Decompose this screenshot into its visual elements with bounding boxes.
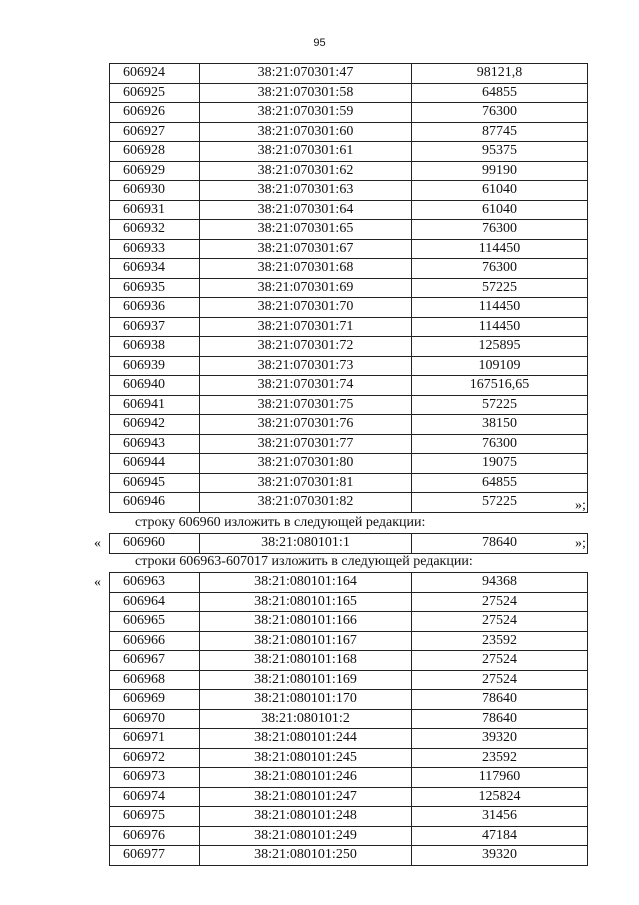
- table-c: [109, 572, 588, 866]
- value-cell: 109109: [412, 356, 588, 376]
- record-number-cell: 606924: [110, 64, 200, 84]
- table-row: [110, 161, 588, 181]
- table-row: [110, 200, 588, 220]
- value-cell: 47184: [412, 826, 588, 846]
- page-number: 95: [313, 37, 326, 49]
- record-number-cell: 606936: [110, 298, 200, 318]
- value-cell: 114450: [412, 317, 588, 337]
- value-cell: 57225: [412, 278, 588, 298]
- value-cell: 76300: [412, 103, 588, 123]
- cadastral-number-cell: 38:21:070301:70: [200, 298, 412, 318]
- cadastral-number-cell: 38:21:080101:164: [200, 573, 412, 593]
- value-cell: 38150: [412, 415, 588, 435]
- cadastral-number-cell: 38:21:070301:77: [200, 434, 412, 454]
- value-cell: 94368: [412, 573, 588, 593]
- record-number-cell: 606929: [110, 161, 200, 181]
- value-cell: 99190: [412, 161, 588, 181]
- cadastral-number-cell: 38:21:080101:1: [200, 534, 412, 554]
- cadastral-number-cell: 38:21:070301:63: [200, 181, 412, 201]
- record-number-cell: 606943: [110, 434, 200, 454]
- cadastral-number-cell: 38:21:070301:67: [200, 239, 412, 259]
- cadastral-number-cell: 38:21:070301:47: [200, 64, 412, 84]
- record-number-cell: 606930: [110, 181, 200, 201]
- value-cell: 98121,8: [412, 64, 588, 84]
- value-cell: 78640: [412, 690, 588, 710]
- cadastral-number-cell: 38:21:070301:65: [200, 220, 412, 240]
- record-number-cell: 606937: [110, 317, 200, 337]
- opening-quote-mark-c: «: [94, 575, 101, 590]
- record-number-cell: 606946: [110, 493, 200, 513]
- table-row: [110, 103, 588, 123]
- record-number-cell: 606940: [110, 376, 200, 396]
- record-number-cell: 606973: [110, 768, 200, 788]
- record-number-cell: 606935: [110, 278, 200, 298]
- cadastral-number-cell: 38:21:080101:168: [200, 651, 412, 671]
- record-number-cell: 606964: [110, 592, 200, 612]
- cadastral-number-cell: 38:21:080101:169: [200, 670, 412, 690]
- record-number-cell: 606934: [110, 259, 200, 279]
- table-row: [110, 259, 588, 279]
- cadastral-number-cell: 38:21:080101:170: [200, 690, 412, 710]
- table-row: [110, 356, 588, 376]
- record-number-cell: 606928: [110, 142, 200, 162]
- value-cell: 27524: [412, 592, 588, 612]
- value-cell: 23592: [412, 631, 588, 651]
- table-row: [110, 709, 588, 729]
- table-row: [110, 573, 588, 593]
- table-row: [110, 493, 588, 513]
- cadastral-number-cell: 38:21:080101:167: [200, 631, 412, 651]
- table-row: [110, 612, 588, 632]
- record-number-cell: 606976: [110, 826, 200, 846]
- closing-quote-mark-a: »;: [575, 498, 586, 513]
- table-row: [110, 181, 588, 201]
- cadastral-number-cell: 38:21:080101:249: [200, 826, 412, 846]
- value-cell: 64855: [412, 83, 588, 103]
- record-number-cell: 606945: [110, 473, 200, 493]
- value-cell: 39320: [412, 846, 588, 866]
- cadastral-number-cell: 38:21:070301:64: [200, 200, 412, 220]
- table-row: [110, 748, 588, 768]
- value-cell: 61040: [412, 181, 588, 201]
- cadastral-number-cell: 38:21:070301:69: [200, 278, 412, 298]
- cadastral-number-cell: 38:21:080101:246: [200, 768, 412, 788]
- record-number-cell: 606960: [110, 534, 200, 554]
- record-number-cell: 606975: [110, 807, 200, 827]
- cadastral-number-cell: 38:21:080101:165: [200, 592, 412, 612]
- cadastral-number-cell: 38:21:080101:248: [200, 807, 412, 827]
- table-row: [110, 454, 588, 474]
- table-row: [110, 768, 588, 788]
- table-row: [110, 376, 588, 396]
- table-row: [110, 64, 588, 84]
- record-number-cell: 606977: [110, 846, 200, 866]
- cadastral-number-cell: 38:21:070301:61: [200, 142, 412, 162]
- record-number-cell: 606933: [110, 239, 200, 259]
- cadastral-number-cell: 38:21:080101:250: [200, 846, 412, 866]
- table-b: [109, 533, 588, 554]
- value-cell: 27524: [412, 612, 588, 632]
- opening-quote-mark-b: «: [94, 536, 101, 551]
- table-row: [110, 220, 588, 240]
- table-row: [110, 317, 588, 337]
- record-number-cell: 606968: [110, 670, 200, 690]
- table-row: [110, 651, 588, 671]
- record-number-cell: 606931: [110, 200, 200, 220]
- table-row: [110, 395, 588, 415]
- value-cell: 64855: [412, 473, 588, 493]
- table-row: [110, 690, 588, 710]
- cadastral-number-cell: 38:21:070301:71: [200, 317, 412, 337]
- table-row: [110, 729, 588, 749]
- record-number-cell: 606932: [110, 220, 200, 240]
- record-number-cell: 606970: [110, 709, 200, 729]
- table-row: [110, 298, 588, 318]
- value-cell: 76300: [412, 434, 588, 454]
- record-number-cell: 606925: [110, 83, 200, 103]
- record-number-cell: 606941: [110, 395, 200, 415]
- record-number-cell: 606938: [110, 337, 200, 357]
- table-row: [110, 415, 588, 435]
- value-cell: 125895: [412, 337, 588, 357]
- record-number-cell: 606969: [110, 690, 200, 710]
- cadastral-number-cell: 38:21:070301:80: [200, 454, 412, 474]
- table-row: [110, 434, 588, 454]
- cadastral-number-cell: 38:21:080101:247: [200, 787, 412, 807]
- table-row: [110, 142, 588, 162]
- table-row: [110, 122, 588, 142]
- cadastral-number-cell: 38:21:070301:76: [200, 415, 412, 435]
- value-cell: 167516,65: [412, 376, 588, 396]
- record-number-cell: 606942: [110, 415, 200, 435]
- cadastral-number-cell: 38:21:080101:166: [200, 612, 412, 632]
- value-cell: 78640: [412, 709, 588, 729]
- value-cell: 87745: [412, 122, 588, 142]
- cadastral-number-cell: 38:21:070301:82: [200, 493, 412, 513]
- cadastral-number-cell: 38:21:070301:68: [200, 259, 412, 279]
- record-number-cell: 606974: [110, 787, 200, 807]
- table-a: [109, 63, 588, 513]
- cadastral-number-cell: 38:21:070301:75: [200, 395, 412, 415]
- table-row: [110, 807, 588, 827]
- value-cell: 57225: [412, 395, 588, 415]
- value-cell: 95375: [412, 142, 588, 162]
- table-row: [110, 787, 588, 807]
- table-row: [110, 83, 588, 103]
- cadastral-number-cell: 38:21:070301:60: [200, 122, 412, 142]
- record-number-cell: 606967: [110, 651, 200, 671]
- record-number-cell: 606939: [110, 356, 200, 376]
- table-row: [110, 239, 588, 259]
- instruction-line-2: строки 606963-607017 изложить в следующей редакции:: [135, 554, 473, 569]
- record-number-cell: 606963: [110, 573, 200, 593]
- instruction-line-1: строку 606960 изложить в следующей редакции:: [135, 515, 426, 530]
- cadastral-number-cell: 38:21:070301:74: [200, 376, 412, 396]
- value-cell: 125824: [412, 787, 588, 807]
- cadastral-number-cell: 38:21:070301:59: [200, 103, 412, 123]
- value-cell: 57225: [412, 493, 588, 513]
- cadastral-number-cell: 38:21:080101:244: [200, 729, 412, 749]
- table-row: [110, 534, 588, 554]
- value-cell: 31456: [412, 807, 588, 827]
- cadastral-number-cell: 38:21:070301:62: [200, 161, 412, 181]
- table-row: [110, 826, 588, 846]
- record-number-cell: 606926: [110, 103, 200, 123]
- table-row: [110, 592, 588, 612]
- value-cell: 27524: [412, 670, 588, 690]
- value-cell: 39320: [412, 729, 588, 749]
- table-row: [110, 670, 588, 690]
- table-row: [110, 631, 588, 651]
- value-cell: 78640: [412, 534, 588, 554]
- cadastral-number-cell: 38:21:080101:245: [200, 748, 412, 768]
- value-cell: 23592: [412, 748, 588, 768]
- record-number-cell: 606972: [110, 748, 200, 768]
- record-number-cell: 606944: [110, 454, 200, 474]
- record-number-cell: 606927: [110, 122, 200, 142]
- value-cell: 114450: [412, 298, 588, 318]
- value-cell: 117960: [412, 768, 588, 788]
- record-number-cell: 606971: [110, 729, 200, 749]
- cadastral-number-cell: 38:21:080101:2: [200, 709, 412, 729]
- table-row: [110, 337, 588, 357]
- value-cell: 61040: [412, 200, 588, 220]
- record-number-cell: 606966: [110, 631, 200, 651]
- table-row: [110, 473, 588, 493]
- value-cell: 27524: [412, 651, 588, 671]
- table-row: [110, 278, 588, 298]
- value-cell: 76300: [412, 259, 588, 279]
- cadastral-number-cell: 38:21:070301:58: [200, 83, 412, 103]
- value-cell: 114450: [412, 239, 588, 259]
- cadastral-number-cell: 38:21:070301:81: [200, 473, 412, 493]
- table-row: [110, 846, 588, 866]
- cadastral-number-cell: 38:21:070301:73: [200, 356, 412, 376]
- value-cell: 76300: [412, 220, 588, 240]
- cadastral-number-cell: 38:21:070301:72: [200, 337, 412, 357]
- value-cell: 19075: [412, 454, 588, 474]
- closing-quote-mark-b: »;: [575, 536, 586, 551]
- record-number-cell: 606965: [110, 612, 200, 632]
